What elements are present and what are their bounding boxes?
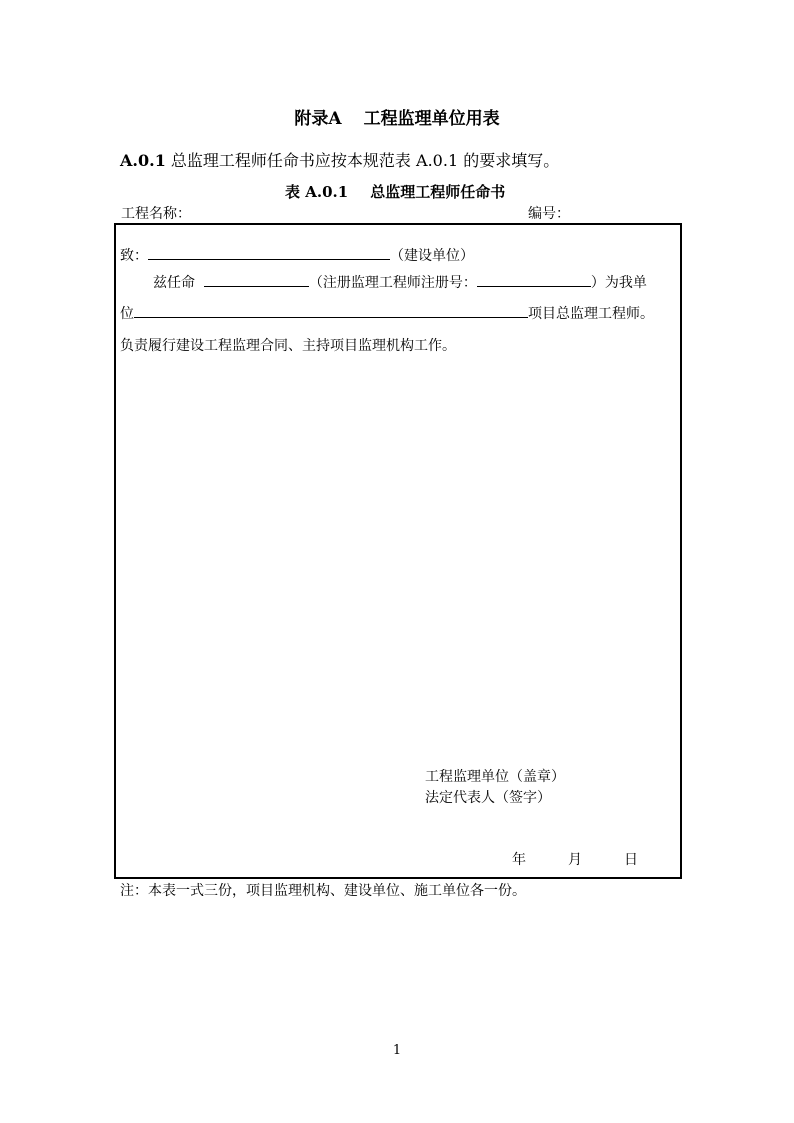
registration-suffix: ）为我单 xyxy=(590,275,647,291)
registration-number-blank[interactable] xyxy=(477,272,591,287)
form-line-to xyxy=(120,245,474,265)
form-line-appoint xyxy=(153,272,647,292)
appendix-title-text: 工程监理单位用表 xyxy=(363,109,500,129)
appendix-title xyxy=(0,104,794,129)
table-caption-prefix: 表 xyxy=(285,183,301,201)
registration-label: （注册监理工程师注册号： xyxy=(308,275,477,291)
engineer-name-blank[interactable] xyxy=(204,272,309,287)
client-unit-blank[interactable] xyxy=(148,245,390,260)
table-caption-title: 总监理工程师任命书 xyxy=(370,183,506,201)
intro-paragraph xyxy=(120,148,559,171)
sign-rep-label: 法定代表人（签字） xyxy=(425,790,551,806)
to-suffix: （建设单位） xyxy=(390,248,474,264)
intro-suffix: 的要求填写。 xyxy=(463,151,560,170)
footnote: 注：本表一式三份，项目监理机构、建设单位、施工单位各一份。 xyxy=(120,883,526,899)
serial-number-label: 编号： xyxy=(528,206,570,222)
intro-ref: A.0.1 xyxy=(416,151,459,170)
project-name-label: 工程名称： xyxy=(121,206,191,222)
to-label: 致： xyxy=(120,248,148,264)
date-day-label: 日 xyxy=(624,852,638,868)
form-line-unit xyxy=(120,303,654,323)
appoint-label: 兹任命 xyxy=(153,275,195,291)
unit-suffix: 项目总监理工程师。 xyxy=(528,306,654,322)
sign-unit-label: 工程监理单位（盖章） xyxy=(425,769,565,785)
intro-text: 总监理工程师任命书应按本规范表 xyxy=(170,151,411,170)
project-name-blank[interactable] xyxy=(134,303,528,318)
page-number: 1 xyxy=(392,1043,402,1058)
date-year-label: 年 xyxy=(512,852,526,868)
intro-code: A.0.1 xyxy=(120,151,166,170)
table-caption xyxy=(285,181,505,202)
table-caption-code: A.0.1 xyxy=(305,183,349,201)
appendix-prefix: 附录 xyxy=(294,109,329,129)
duty-text: 负责履行建设工程监理合同、主持项目监理机构工作。 xyxy=(120,338,456,354)
date-line xyxy=(512,849,638,869)
appendix-label: A xyxy=(328,109,342,129)
date-month-label: 月 xyxy=(568,852,582,868)
unit-prefix: 位 xyxy=(120,306,134,322)
